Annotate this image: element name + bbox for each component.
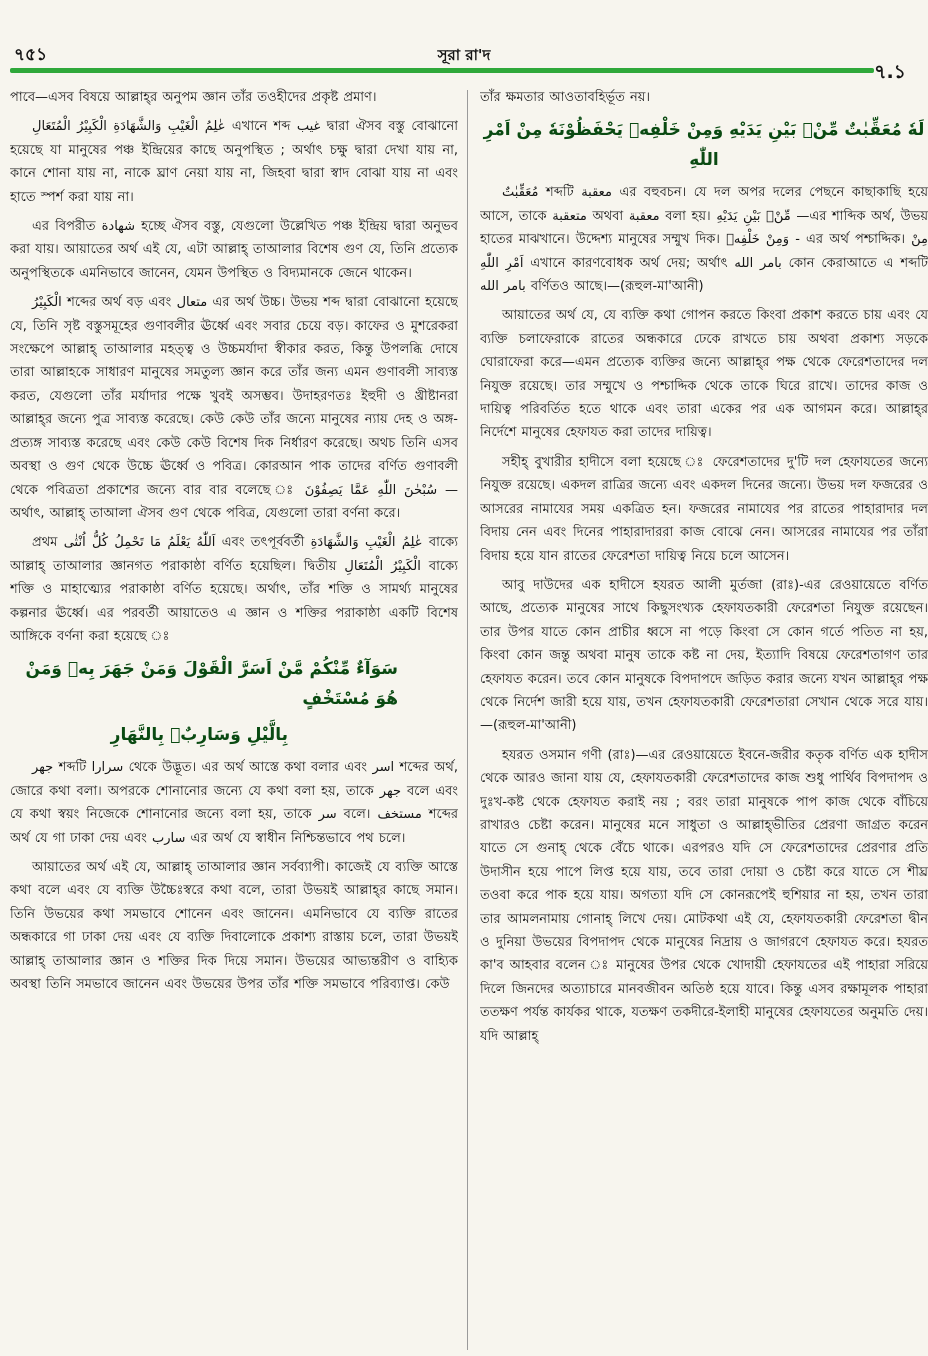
right-paragraph-1: তাঁর ক্ষমতার আওতাবহির্ভূত নয়। bbox=[480, 90, 651, 105]
left-arabic-verse-1: سَوَآءٌ مِّنْكُمْ مَّنْ اَسَرَّ الْقَوْلَ وَمَنْ جَهَرَ بِهٖ وَمَنْ هُوَ مُسْتَخْفٍ bbox=[25, 659, 398, 710]
page-number-right: ৭.১ bbox=[874, 61, 906, 83]
left-paragraph-1: পাবে—এসব বিষয়ে আল্লাহ্‌র অনুপম জ্ঞান তাঁর তওহীদের প্রকৃষ্ট প্রমাণ। bbox=[10, 90, 377, 105]
right-paragraph-5: আবু দাউদের এক হাদীসে হযরত আলী মুর্তজা (রাঃ)-এর রেওয়ায়েতে বর্ণিত আছে, প্রত্যেক মানুষের সাথে কিছুসংখ্যক হেফাযতকারী ফেরেশতা নিযুক্ত রয়েছেন। তার উপর যাতে কোন প্রাচীর ধ্বসে না পড়ে কিংবা সে কোন গর্তে পতিত না হয়, কিংবা কোন জন্তু অথবা মানুষ তাকে কষ্ট না দেয়, ইত্যাদি বিষয়ে ফেরেশতাগণ তার হেফাযত করেন। তবে কোন মানুষকে বিপদাপদে জড়িত করার জন্যে যখন আল্লাহ্‌র পক্ষ থেকে নির্দেশ জারী হয়ে যায়, তখন হেফাযতকারী ফেরেশতারা সেখান থেকে সরে যায়।—(রূহুল-মা'আনী) bbox=[480, 577, 928, 734]
left-paragraph-3: এর বিপরীত شهادة হচ্ছে ঐসব বস্তু, যেগুলো উল্লেখিত পঞ্চ ইন্দ্রিয় দ্বারা অনুভব করা যায়। আয়াতের অর্থ এই যে, এটা আল্লাহ্‌ তাআলার বিশেষ গুণ যে, তিনি প্রত্যেক অনুপস্থিতকে এমনিভাবে জানেন, যেমন উপস্থিত ও বিদ্যমানকে জেনে থাকেন। bbox=[10, 219, 458, 281]
left-paragraph-5: প্রথম اَللّٰهُ يَعْلَمُ مَا تَحْمِلُ كُلُّ اُنْثٰى এবং তৎপূর্ববর্তী عٰلِمُ الْغَيْبِ وَالشَّهَادَةِ বাক্যে আল্লাহ্‌ তাআলার জ্ঞানগত পরাকাষ্ঠা বর্ণিত হয়েছিল। দ্বিতীয় الْكَبِيْرُ الْمُتَعَالِ বাক্যে শক্তি ও মাহাত্ম্যের পরাকাষ্ঠা বর্ণিত হয়েছে। অর্থাৎ, তাঁর শক্তি ও সামর্থ্য মানুষের কল্পনার ঊর্ধ্বে। এর পরবর্তী আয়াতেও এ জ্ঞান ও শক্তির পরাকাষ্ঠা একটি বিশেষ আঙ্গিকে বর্ণনা করা হয়েছে ঃ bbox=[10, 535, 458, 644]
right-paragraph-4: সহীহ্‌ বুখারীর হাদীসে বলা হয়েছে ঃ ফেরেশতাদের দু'টি দল হেফাযতের জন্যে নিযুক্ত রয়েছে। একদল রাত্রির জন্যে এবং একদল দিনের জন্যে। উভয় দল ফজরের ও আসরের নামাযের সময় একত্রিত হন। ফজরের নামাযের পর রাতের পাহারাদার দল বিদায় নেন এবং দিনের পাহারাদাররা কাজ বোঝে নেন। আসরের নামাযের পর তাঁরা বিদায় হয়ে যান রাতের ফেরেশতা দায়িত্ব নিয়ে চলে আসেন। bbox=[480, 454, 928, 564]
surah-title: সূরা রা'দ bbox=[437, 46, 491, 64]
right-paragraph-6: হযরত ওসমান গণী (রাঃ)—এর রেওয়ায়েতে ইবনে-জরীর কতৃক বর্ণিত এক হাদীস থেকে আরও জানা যায় যে, হেফাযতকারী ফেরেশতাদের কাজ শুধু পার্থিব বিপদাপদ ও দুঃখ-কষ্ট থেকে হেফাযত করাই নয় ; বরং তারা মানুষকে পাপ কাজ থেকে বাঁচিয়ে রাখারও চেষ্টা করেন। মানুষের মনে সাধুতা ও আল্লাহ্‌ভীতির প্রেরণা জাগ্রত করেন যাতে সে গুনাহ্‌ থেকে বেঁচে থাকে। এরপরও যদি সে ফেরেশতাদের প্রেরণার প্রতি উদাসীন হয়ে পাপে লিপ্ত হয়ে যায়, তবে তারা দোয়া ও চেষ্টা করে যাতে সে শীঘ্র তওবা করে পাক হয়ে যায়। অগত্যা যদি সে কোনরূপেই হুশিয়ার না হয়, তখন তারা তার আমলনামায় গোনাহ্‌ লিখে দেয়। মোটকথা এই যে, হেফাযতকারী ফেরেশতা দ্বীন ও দুনিয়া উভয়ের বিপদাপদ থেকে মানুষের নিদ্রায় ও জাগরণে হেফাযত করে। হযরত কা'ব আহবার বলেন ঃ মানুষের উপর থেকে খোদায়ী হেফাযতের এই পাহারা সরিয়ে দিলে জিনদের অত্যাচারে মানবজীবন অতিষ্ঠ হয়ে যাবে। কিন্তু এসব রক্ষামূলক পাহারা ততক্ষণ পর্যন্ত কার্যকর থাকে, যতক্ষণ তকদীরে-ইলাহী মানুষের হেফাযতের অনুমতি দেয়। যদি আল্লাহ্‌ bbox=[480, 747, 928, 1044]
right-paragraph-2: مُعَقِّبٰتٌ শব্দটি معقبة এর বহুবচন। যে দল অপর দলের পেছনে কাছাকাছি হয়ে আসে, তাকে متعقبة অথবা معقبة বলা হয়। مِّنْۢ بَيْنِ يَدَيْهِ —এর শাব্দিক অর্থ, উভয় হাতের মাঝখানে। উদ্দেশ্য মানুষের সম্মুখ দিক। وَمِنْ خَلْفِهٖ - এর অর্থ পশ্চাদ্দিক। مِنْ اَمْرِ اللّٰهِ এখানে কারণবোধক অর্থ দেয়; অর্থাৎ بامر الله কোন কেরাআতে এ শব্দটি بامر الله বর্ণিতও আছে।—(রূহুল-মা'আনী) bbox=[480, 185, 928, 295]
left-arabic-verse-2: بِالَّيْلِ وَسَارِبٌۢ بِالنَّهَارِ bbox=[110, 725, 288, 746]
right-arabic-verse-1: لَهٗ مُعَقِّبٰتٌ مِّنْۢ بَيْنِ يَدَيْهِ وَمِنْ خَلْفِهٖ يَحْفَظُوْنَهٗ مِنْ اَمْرِ اللّٰهِ bbox=[483, 120, 925, 171]
page-number-left: ৭৫১ bbox=[14, 45, 48, 65]
page-header bbox=[0, 0, 928, 83]
right-column bbox=[480, 86, 928, 1348]
right-paragraph-3: আয়াতের অর্থ যে, যে ব্যক্তি কথা গোপন করতে কিংবা প্রকাশ করতে চায় এবং যে ব্যক্তি চলাফেরাকে রাতের অন্ধকারে ঢেকে রাখতে চায় অথবা প্রকাশ্য সড়কে ঘোরাফেরা করে—এমন প্রত্যেক ব্যক্তির জন্যে আল্লাহ্‌র পক্ষ থেকে ফেরেশতাদের দল নিযুক্ত রয়েছে। তার সম্মুখে ও পশ্চাদ্দিক থেকে তাকে ঘিরে রাখে। তাদের কাজ ও দায়িত্ব পরিবর্তিত হতে থাকে এবং তারা একের পর এক আগমন করে। আল্লাহ্‌র নির্দেশে মানুষের হেফাযত করা তাদের দায়িত্ব। bbox=[480, 308, 928, 441]
left-paragraph-2: عٰلِمُ الْغَيْبِ وَالشَّهَادَةِ الْكَبِيْرُ الْمُتَعَالِ এখানে শব্দ غيب দ্বারা ঐসব বস্তু বোঝানো হয়েছে যা মানুষের পঞ্চ ইন্দ্রিয়ের কাছে অনুপস্থিত ; অর্থাৎ চক্ষু দ্বারা দেখা যায় না, কানে শোনা যায় না, নাকে ঘ্রাণ নেয়া যায় না, জিহবা দ্বারা স্বাদ বোঝা যায় না এবং হাতে স্পর্শ করা যায় না। bbox=[10, 119, 458, 205]
left-paragraph-4: الْكَبِيْرُ শব্দের অর্থ বড় এবং متعال এর অর্থ উচ্চ। উভয় শব্দ দ্বারা বোঝানো হয়েছে যে, তিনি সৃষ্ট বস্তুসমূহের গুণাবলীর ঊর্ধ্বে এবং সবার চেয়ে বড়। কাফের ও মুশরেকরা সংক্ষেপে আল্লাহ্‌ তাআলার মহত্ত্ব ও উচ্চমর্যাদা স্বীকার করত, কিন্তু উপলব্ধি দোষে তারা আল্লাহকে সাধারণ মানুষের সমতুল্য জ্ঞান করে তাঁর জন্য এমন গুণাবলী সাব্যস্ত করত, যেগুলো তাঁর মর্যাদার পক্ষে খুবই অসম্ভব। উদাহরণতঃ ইহুদী ও খ্রীষ্টানরা আল্লাহ্‌র জন্যে পুত্র সাব্যস্ত করেছে। কেউ কেউ তাঁর জন্যে মানুষের ন্যায় দেহ ও অঙ্গ-প্রত্যঙ্গ সাব্যস্ত করেছে এবং কেউ কেউ বিশেষ দিক নির্ধারণ করেছে। অথচ তিনি এসব অবস্থা ও গুণ থেকে উচ্চে ঊর্ধ্বে ও পবিত্র। কোরআন পাক তাদের বর্ণিত গুণাবলী থেকে পবিত্রতা প্রকাশের জন্যে বার বার বলেছে ঃ سُبْحٰنَ اللّٰهِ عَمَّا يَصِفُوْنَ —অর্থাৎ, আল্লাহ্‌ তাআলা ঐসব গুণ থেকে পবিত্র, যেগুলো তারা বর্ণনা করে। bbox=[10, 295, 458, 521]
header-rule bbox=[10, 68, 874, 73]
left-paragraph-7: আয়াতের অর্থ এই যে, আল্লাহ্‌ তাআলার জ্ঞান সর্বব্যাপী। কাজেই যে ব্যক্তি আস্তে কথা বলে এবং যে ব্যক্তি উচ্চৈঃস্বরে কথা বলে, তারা উভয়ই আল্লাহ্‌র কাছে সমান। তিনি উভয়ের কথা সমভাবে শোনেন এবং জানেন। এমনিভাবে যে ব্যক্তি রাতের অন্ধকারে গা ঢাকা দেয় এবং যে ব্যক্তি দিবালোকে প্রকাশ্য রাস্তায় চলে, তারা উভয়ই আল্লাহ্‌ তাআলার জ্ঞান ও শক্তির দিক দিয়ে সমান। উভয়ের আভ্যন্তরীণ ও বাহ্যিক অবস্থা তিনি সমভাবে জানেন এবং উভয়ের উপর তাঁর শক্তি সমভাবে পরিব্যাপ্ত। কেউ bbox=[10, 859, 458, 992]
left-column bbox=[10, 86, 458, 1348]
left-paragraph-6: جهر শব্দটি سرارا থেকে উদ্ভূত। এর অর্থ আস্তে কথা বলার এবং اسر শব্দের অর্থ, জোরে কথা বলা। অপরকে শোনানোর জন্যে যে কথা বলা হয়, তাকে جهر বলে এবং যে কথা স্বয়ং নিজেকে শোনানোর জন্যে বলা হয়, তাকে سر বলে। مستخف শব্দের অর্থ যে গা ঢাকা দেয় এবং سارب এর অর্থ যে স্বাধীন নিশ্চিন্তভাবে পথ চলে। bbox=[10, 760, 458, 846]
column-divider bbox=[467, 90, 468, 1350]
